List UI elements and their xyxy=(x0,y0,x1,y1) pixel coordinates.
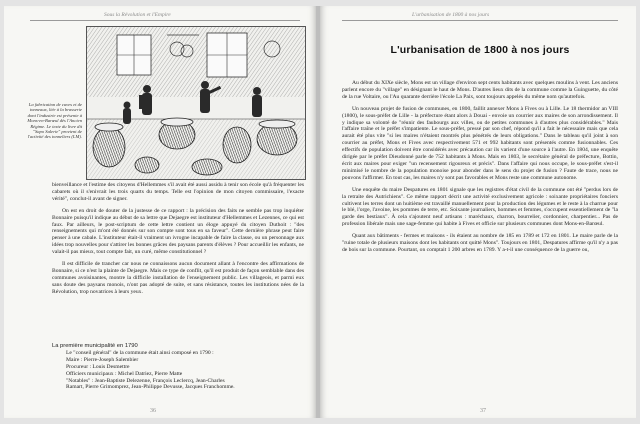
left-page-number: 36 xyxy=(150,408,156,414)
right-head-rule xyxy=(342,20,618,21)
article-title: L'urbanisation de 1800 à nos jours xyxy=(390,44,570,56)
right-paragraph: Quant aux bâtiments - fermes et maisons - ils étaient au nombre de 185 en 1789 et 172 en 1801. Le maire parle de la "ruine totale de plusieurs maisons dont les habitants ont quitté Mons". Toujours en 1801, Despatures affirme qu'il n'y a pas de bois sur la commune. Pourtant, on comptait 1 200 arbres en 1789. Y a-t-il une conséquence de la guerre ou, xyxy=(342,233,618,253)
municipality-1790-box xyxy=(52,343,270,391)
left-running-head: Sous la Révolution et l'Empire xyxy=(104,12,171,18)
left-head-rule xyxy=(30,20,300,21)
left-paragraph: Il est difficile de trancher car nous ne connaissons aucun document allant à l'encontre des affirmations de Bonnaire, si ce n'est la plainte de Dejaegre. Mais ce type de conflit, qu'il est produit de façon semblable dans des communes avoisinantes, montre la difficile installation de l'enseignement public. Les villageois, et parmi eux sans doute des paysans monois, n'ont pas adopté de suite, et sans résistance, toutes les institutions nées de la Révolution, trop novatrices à leurs yeux. xyxy=(52,261,304,295)
cooperage-engraving xyxy=(86,26,306,180)
right-paragraph: Au début du XIXe siècle, Mons est un village d'environ sept cents habitants avec quelques moulins à vent. Les anciens parlent encore du "village" en désignant le haut de Mons. D'autres lieux dits de la commune comme la Guinguette, du côté de la rue Voltaire, ou l'Au quarante derrière l'école La Paix, sont toujours appelés du même nom qu'autrefois. xyxy=(342,80,618,100)
municipality-line: Ramart, Pierre Grimomprez, Jean-Philippe Devusse, Jacques Franchomme. xyxy=(66,384,235,391)
municipality-line: Le "conseil général" de la commune était ainsi composé en 1790 : xyxy=(66,349,214,356)
right-page-number: 37 xyxy=(480,408,486,414)
left-paragraph: bienveillance et l'estime des citoyens d'Hellemmes s'il avait été aussi assidu à tenir son école qu'à fréquenter les cabarets où il s'enivrait les trois quarts du temps. Telle est l'opinion de mon citoyen commissaire, l'exacte vérité", conclut-il avant de signer. xyxy=(52,182,304,202)
left-page xyxy=(4,6,316,418)
municipality-line: "Notables" : Jean-Baptiste Delezenne, François Leclercq, Jean-Charles xyxy=(66,377,225,384)
engraving-caption: La fabrication de cuves et de tonneaux, liée à la brasserie dont l'industrie est présente à Mons-en-Barœul dès l'Ancien Régime. Le texte du livre dit "Sapo Salerie" provient de l'activité des tonneliers (LM). xyxy=(27,102,82,140)
cooperage-engraving-drawing xyxy=(87,27,305,179)
right-running-head: L'urbanisation de 1800 à nos jours xyxy=(412,12,490,18)
municipality-heading: La première municipalité en 1790 xyxy=(52,343,138,349)
right-paragraph: Une enquête du maire Despatures en 1801 signale que les registres d'état civil de la commune ont été "perdus lors de la retraite des Autrichiens". Ce même rapport décrit une activité exclusivement agricole : soixante propriétaires fonciers cultivent les terres dont un huitième est travaillé manuellement pour la production des légumes et le reste à la charrue pour le blé, l'orge, l'avoine, les pommes de terre, etc. Soixante journaliers, hommes et femmes, s'occupent essentiellement de "la garde des bestiaux". À cela s'ajoutent neuf artisans : maréchaux, charron, bourrelier, cordonnier, charpentier... Pas de profession libérale mais une sage-femme qui habite à Fives et officie sur plusieurs communes dont Mons-en-Barœul. xyxy=(342,186,618,228)
right-paragraph: Un nouveau projet de fusion de communes, en 1800, faillit annexer Mons à Fives ou à Lille. Le 18 thermidor an VIII (1800), le sous-préfet de Lille - la préfecture étant alors à Douai - envoie un courrier aux maires de son arrondissement. Il y indique sa volonté de "réunir des faubourgs aux villes, ou de petites communes à d'autres plus considérables." Mais l'affaire traîne et le préfet s'impatiente. Le sous-préfet, pressé par son chef, répond qu'il a fait le nécessaire mais que cela aurait été plus vite "si les maires n'étaient montrés plus pénétrés de leurs obligations." Dans le tableau qu'il joint à son courrier au préfet, Mons et Fives avec respectivement 571 et 992 habitants sont présentés comme fusionnables. Ces effectifs de population doivent être considérés avec précaution car ils varient d'une source à l'autre. En 1804, une enquête dirigée par le préfet Dieudonné parle de 752 habitants à Mons. Mais en 1803, le secrétaire général de préfecture, Bottin, écrit aux maires pour exiger "un recensement rigoureux et précis". Dans l'affaire qui nous occupe, le sous-préfet s'est-il minimisé le nombre de la population monoise pour abonder dans le sens du projet de fusion ? Faute de trace, nous ne pouvons l'affirmer. En tout cas, les maires n'y sont pas favorables et Mons reste une commune autonome. xyxy=(342,105,618,181)
municipality-line: Procureur : Louis Desmettre xyxy=(66,363,130,370)
right-body-text xyxy=(342,80,618,254)
right-page xyxy=(320,6,636,418)
left-paragraph: On est en droit de douter de la justesse de ce rapport : la précision des faits ne semble pas trop inquiéter Bonnaire puisqu'il indique au début de sa lettre que Dejaegre est instituteur d'Hellemmes et Lezennes, ce qui est faux. Par ailleurs, le post-scriptum de cette lettre contient un éloge appuyé du citoyen Duthoit : "des renseignements qui m'ont été donnés sur son compte sont tous en sa faveur". Cette dernière phrase peut faire penser à une cabale. L'instituteur était-il vraiment un ivrogne incapable de faire la classe, ou un personnage aux idées trop nouvelles pour s'attirer les bonnes grâces des paysans parents d'élèves ? Pour accueillir les enfants, ne valait-il pas mieux, tout compte fait, un curé, même constitutionnel ? xyxy=(52,207,304,256)
left-body-text xyxy=(52,182,304,296)
municipality-line: Officiers municipaux : Michel Datriez, Pierre Matte xyxy=(66,370,183,377)
municipality-line: Maire : Pierre-Joseph Salembier xyxy=(66,356,139,363)
